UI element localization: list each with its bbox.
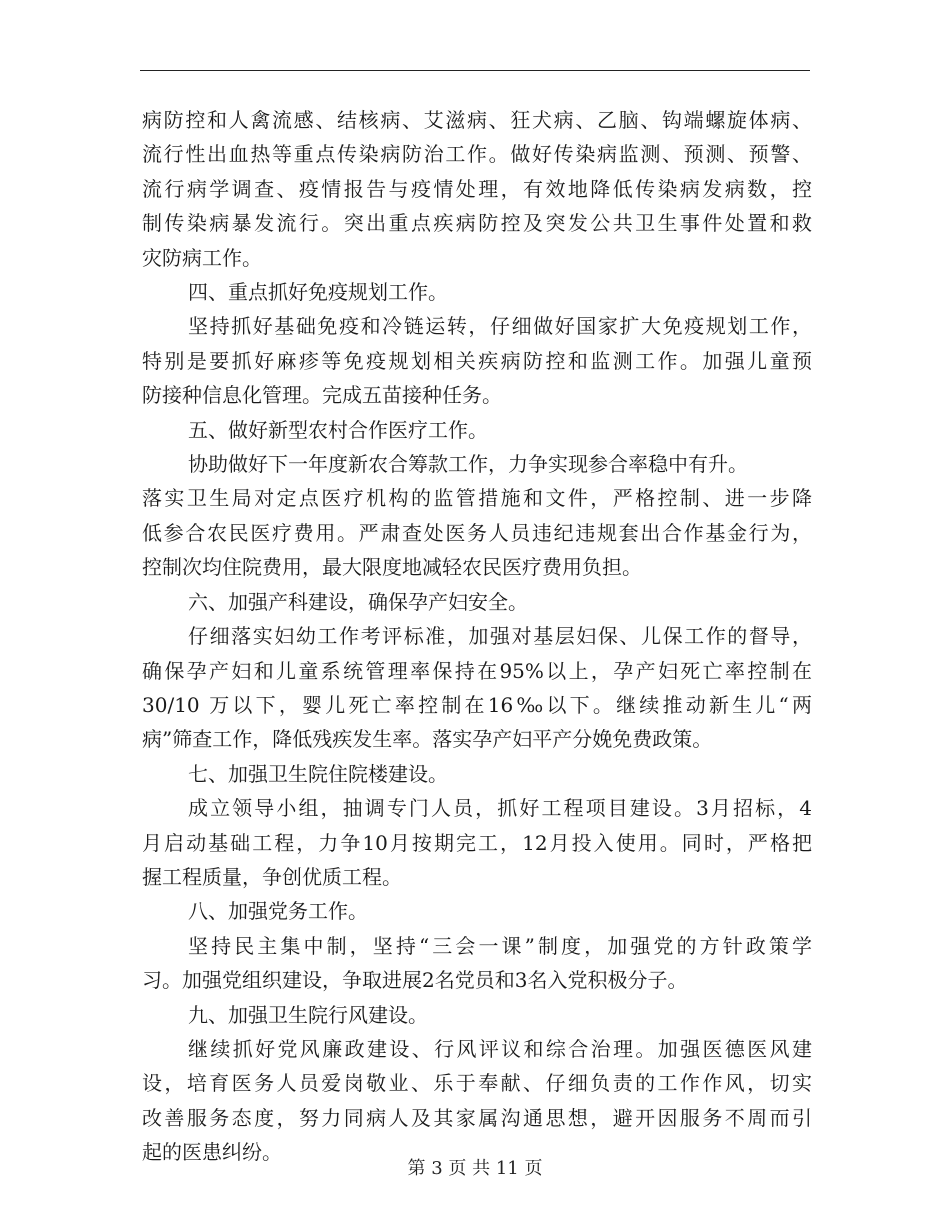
body-paragraph	[142, 309, 812, 412]
page-footer	[0, 1154, 950, 1180]
text-line: 握工程质量，争创优质工程。	[142, 864, 402, 889]
text-line: 设，培育医务人员爱岗敬业、乐于奉献、仔细负责的工作作风，切实	[142, 1071, 812, 1096]
section-heading	[142, 413, 812, 447]
text-line: 低参合农民医疗费用。严肃查处医务人员违纪违规套出合作基金行为，	[142, 520, 812, 545]
text-line: 30/10 万以下，婴儿死亡率控制在16‰以下。继续推动新生儿“两	[142, 692, 812, 717]
text-line: 九、加强卫生院行风建设。	[188, 1002, 428, 1027]
section-heading	[142, 585, 812, 619]
text-line: 坚持抓好基础免疫和冷链运转，仔细做好国家扩大免疫规划工作，	[188, 314, 812, 339]
text-line: 七、加强卫生院住院楼建设。	[188, 761, 448, 786]
body-paragraph	[142, 619, 812, 757]
text-line: 落实卫生局对定点医疗机构的监管措施和文件，严格控制、进一步降	[142, 486, 812, 511]
body-paragraph	[142, 447, 812, 585]
section-heading	[142, 894, 812, 928]
document-body	[142, 103, 812, 1170]
section-heading	[142, 757, 812, 791]
section-heading	[142, 998, 812, 1032]
text-line: 习。加强党组织建设，争取进展2名党员和3名入党积极分子。	[142, 968, 688, 993]
text-line: 四、重点抓好免疫规划工作。	[188, 280, 448, 305]
text-line: 八、加强党务工作。	[188, 899, 368, 924]
text-line: 六、加强产科建设，确保孕产妇安全。	[188, 589, 528, 614]
text-line: 坚持民主集中制，坚持“三会一课”制度，加强党的方针政策学	[188, 933, 812, 958]
text-line: 改善服务态度，努力同病人及其家属沟通思想，避开因服务不周而引	[142, 1105, 812, 1130]
header-rule	[140, 70, 810, 71]
body-paragraph	[142, 929, 812, 998]
text-line: 制传染病暴发流行。突出重点疾病防控及突发公共卫生事件处置和救	[142, 211, 812, 236]
text-line: 病”筛查工作，降低残疾发生率。落实孕产妇平产分娩免费政策。	[142, 727, 713, 752]
body-paragraph	[142, 791, 812, 894]
text-line: 起的医患纠纷。	[142, 1140, 282, 1165]
text-line: 月启动基础工程，力争10月按期完工，12月投入使用。同时，严格把	[142, 830, 812, 855]
text-line: 仔细落实妇幼工作考评标准，加强对基层妇保、儿保工作的督导，	[188, 624, 812, 649]
text-line: 灾防病工作。	[142, 245, 262, 270]
section-heading	[142, 275, 812, 309]
text-line: 成立领导小组，抽调专门人员，抓好工程项目建设。3月招标，4	[188, 796, 812, 821]
text-line: 防接种信息化管理。完成五苗接种任务。	[142, 383, 502, 408]
text-line: 继续抓好党风廉政建设、行风评议和综合治理。加强医德医风建	[188, 1036, 812, 1061]
text-line: 特别是要抓好麻疹等免疫规划相关疾病防控和监测工作。加强儿童预	[142, 348, 812, 373]
text-line: 流行病学调查、疫情报告与疫情处理，有效地降低传染病发病数，控	[142, 176, 812, 201]
page-number: 第 3 页 共 11 页	[407, 1158, 543, 1179]
text-line: 协助做好下一年度新农合筹款工作，力争实现参合率稳中有升。	[188, 452, 748, 477]
text-line: 流行性出血热等重点传染病防治工作。做好传染病监测、预测、预警、	[142, 142, 812, 167]
text-line: 病防控和人禽流感、结核病、艾滋病、狂犬病、乙脑、钩端螺旋体病、	[142, 108, 812, 132]
text-line: 控制次均住院费用，最大限度地减轻农民医疗费用负担。	[142, 555, 642, 580]
text-line: 五、做好新型农村合作医疗工作。	[188, 417, 488, 442]
body-paragraph	[142, 103, 812, 275]
body-paragraph	[142, 1032, 812, 1170]
text-line: 确保孕产妇和儿童系统管理率保持在95%以上，孕产妇死亡率控制在	[142, 658, 812, 683]
